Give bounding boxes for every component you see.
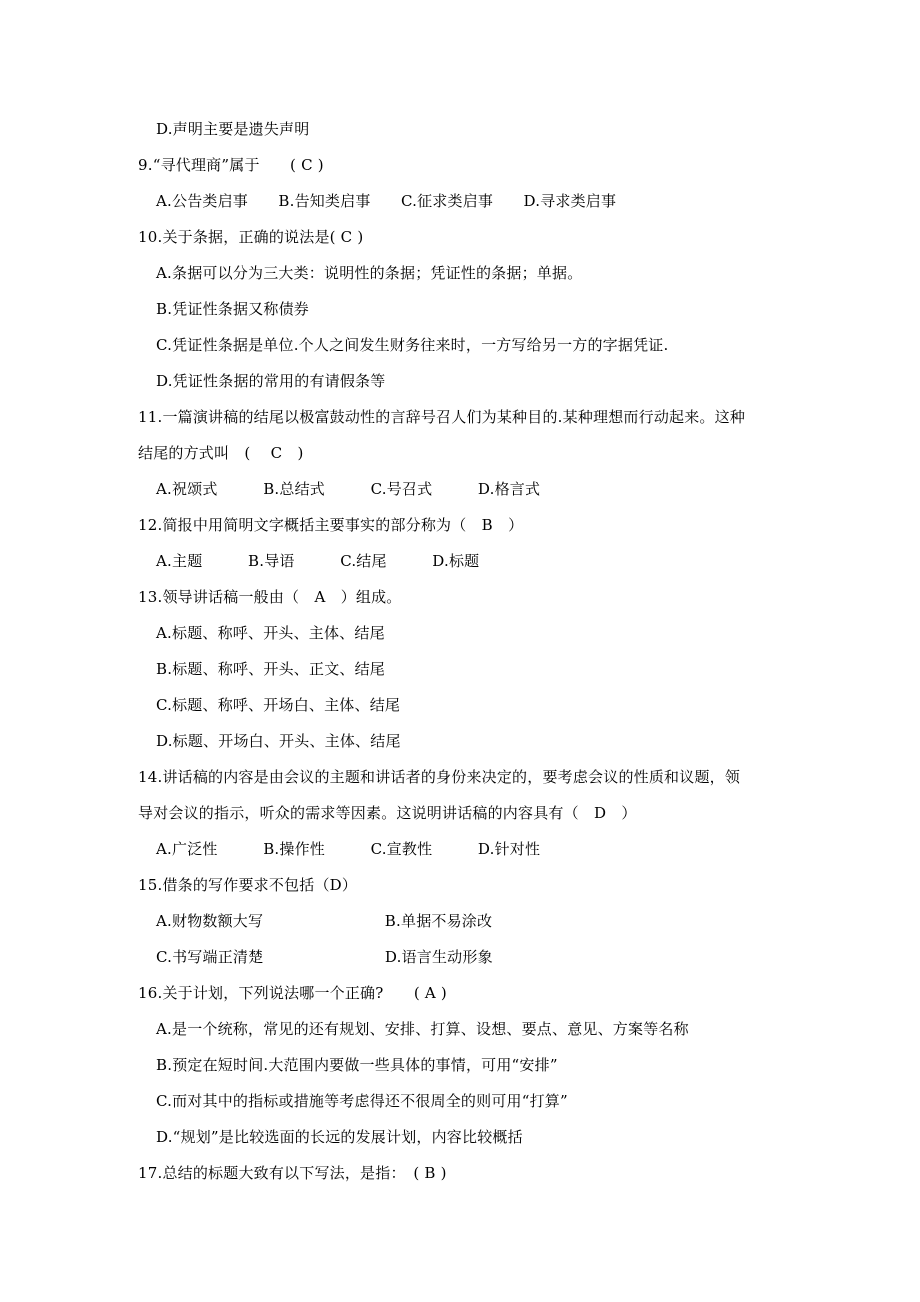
option-10d: D.凭证性条据的常用的有请假条等 — [156, 372, 386, 390]
options-15-cd: C.书写端正清楚 D.语言生动形象 — [156, 948, 493, 966]
question-17: 17.总结的标题大致有以下写法，是指： ( B ) — [138, 1164, 447, 1182]
question-14-line1: 14.讲话稿的内容是由会议的主题和讲话者的身份来决定的，要考虑会议的性质和议题，领 — [138, 768, 741, 786]
question-16: 16.关于计划，下列说法哪一个正确? ( A ) — [138, 984, 447, 1002]
question-11-line2: 结尾的方式叫 ( C ) — [138, 444, 304, 462]
option-8d: D.声明主要是遗失声明 — [156, 120, 310, 138]
option-13c: C.标题、称呼、开场白、主体、结尾 — [156, 696, 401, 714]
option-16b: B.预定在短时间.大范围内要做一些具体的事情，可用“安排” — [156, 1056, 558, 1074]
option-13b: B.标题、称呼、开头、正文、结尾 — [156, 660, 385, 678]
option-16d: D.“规划”是比较选面的长远的发展计划，内容比较概括 — [156, 1128, 523, 1146]
question-15: 15.借条的写作要求不包括（D） — [138, 876, 358, 894]
options-11: A.祝颂式 B.总结式 C.号召式 D.格言式 — [156, 480, 541, 498]
options-9: A.公告类启事 B.告知类启事 C.征求类启事 D.寻求类启事 — [156, 192, 617, 210]
options-15-ab: A.财物数额大写 B.单据不易涂改 — [156, 912, 493, 930]
option-10c: C.凭证性条据是单位.个人之间发生财务往来时，一方写给另一方的字据凭证. — [156, 336, 669, 354]
option-10a: A.条据可以分为三大类：说明性的条据；凭证性的条据；单据。 — [156, 264, 583, 282]
question-10: 10.关于条据，正确的说法是( C ) — [138, 228, 364, 246]
option-10b: B.凭证性条据又称债券 — [156, 300, 309, 318]
options-12: A.主题 B.导语 C.结尾 D.标题 — [156, 552, 480, 570]
option-16c: C.而对其中的指标或措施等考虑得还不很周全的则可用“打算” — [156, 1092, 568, 1110]
question-14-line2: 导对会议的指示，听众的需求等因素。这说明讲话稿的内容具有（ D ） — [138, 804, 637, 822]
question-13: 13.领导讲话稿一般由（ A ）组成。 — [138, 588, 402, 606]
option-13a: A.标题、称呼、开头、主体、结尾 — [156, 624, 385, 642]
option-16a: A.是一个统称，常见的还有规划、安排、打算、设想、要点、意见、方案等名称 — [156, 1020, 689, 1038]
question-12: 12.简报中用简明文字概括主要事实的部分称为（ B ） — [138, 516, 524, 534]
question-9: 9.“寻代理商”属于 ( C ) — [138, 156, 324, 174]
question-11-line1: 11.一篇演讲稿的结尾以极富鼓动性的言辞号召人们为某种目的.某种理想而行动起来。这种 — [138, 408, 746, 426]
option-13d: D.标题、开场白、开头、主体、结尾 — [156, 732, 401, 750]
options-14: A.广泛性 B.操作性 C.宣教性 D.针对性 — [156, 840, 541, 858]
